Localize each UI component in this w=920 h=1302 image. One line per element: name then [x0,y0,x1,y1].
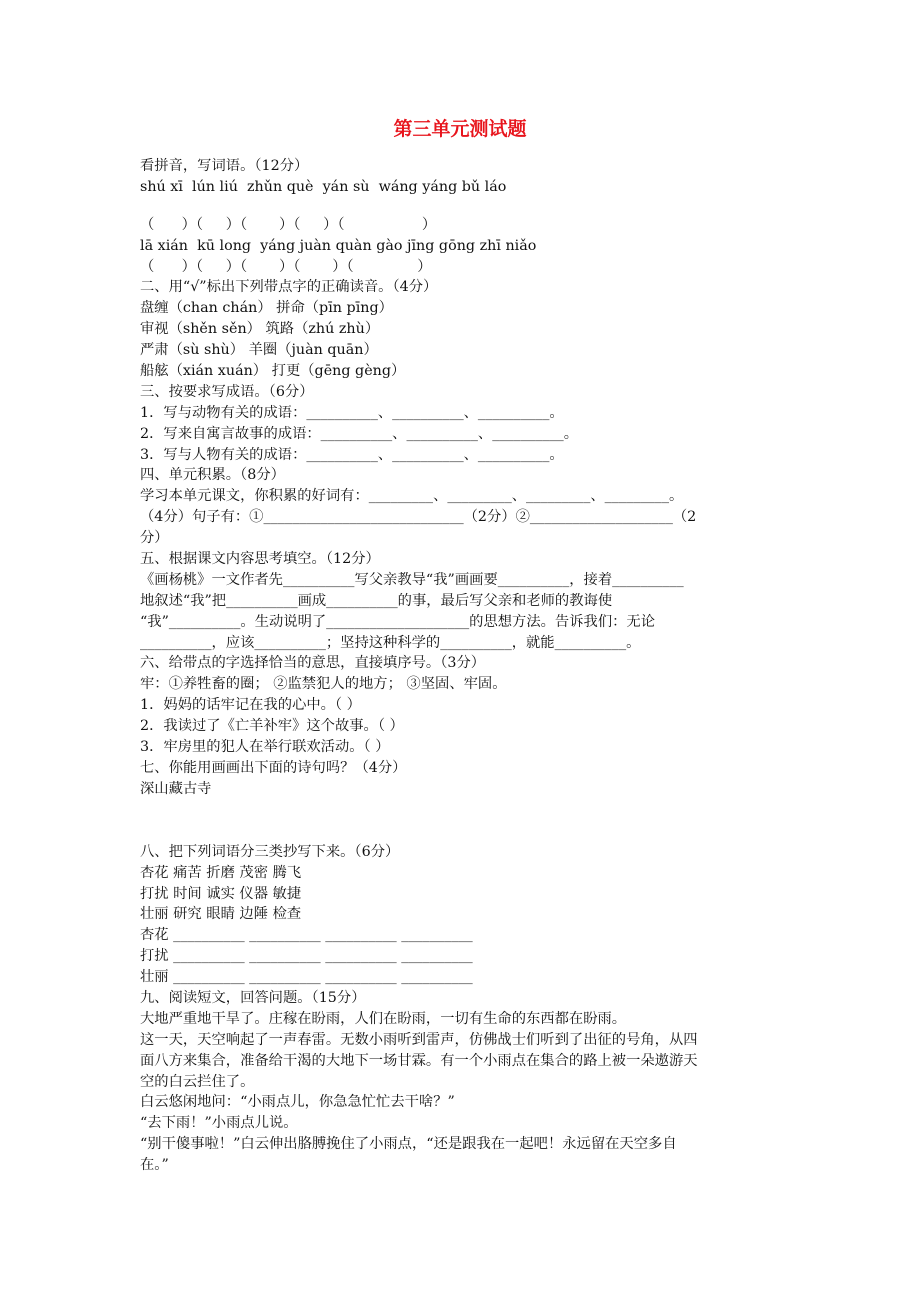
word-list-row: 杏花 痛苦 折磨 茂密 腾飞 [140,864,302,881]
passage-line: 空的白云拦住了。 [140,1073,255,1090]
reading-item: 盘缠（chan chán） 拼命（pīn pīng） [140,300,393,317]
idiom-question: 3．写与人物有关的成语：__________、__________、__________。 [140,446,564,463]
accumulation-text: 学习本单元课文，你积累的好词有：_________、_________、_________、_________。 [140,488,684,505]
reading-item: 审视（shěn sěn） 筑路（zhú zhù） [140,321,380,338]
passage-line: 这一天，天空响起了一声春雷。无数小雨听到雷声，仿佛战士们听到了出征的号角，从四 [140,1031,698,1048]
section-8-heading: 八、把下列词语分三类抄写下来。（6分） [140,843,400,860]
accumulation-text: 分） [140,530,169,547]
idiom-question: 1．写与动物有关的成语：__________、__________、__________。 [140,404,564,421]
test-content [140,156,790,1176]
section-7-heading: 七、你能用画画出下面的诗句吗？（4分） [140,759,407,776]
answer-brackets-row-2: （ ）（ ）（ ）（ ）（ ） [140,258,432,275]
section-2-heading: 二、用“√”标出下列带点字的正确读音。（4分） [140,279,438,296]
passage-line: 面八方来集合，准备给干渴的大地下一场甘霖。有一个小雨点在集合的路上被一朵遨游天 [140,1052,698,1069]
reading-item: 严肃（sù shù） 羊圈（juàn quān） [140,342,378,359]
answer-brackets-row-1: （ ）（ ）（ ）（ ）（ ） [140,216,437,233]
pinyin-row-2: lā xián kū long yáng juàn quàn gào jīng gōng zhī niǎo [140,237,537,254]
passage-line: “去下雨！”小雨点儿说。 [140,1115,298,1132]
pinyin-row-1: shú xī lún liú zhǔn què yán sù wáng yáng bǔ láo [140,178,507,195]
passage-line: 在。” [140,1157,169,1174]
page-title: 第三单元测试题 [393,118,527,140]
section-5-heading: 五、根据课文内容思考填空。（12分） [140,551,380,568]
accumulation-text: （4分）句子有：①____________________________（2分）②____________________（2 [140,509,697,526]
meaning-question: 2．我读过了《亡羊补牢》这个故事。（ ） [140,718,404,735]
meaning-question: 1．妈妈的话牢记在我的心中。（ ） [140,697,361,714]
word-list-row: 打扰 时间 诚实 仪器 敏捷 [140,885,302,902]
section-1-heading: 看拼音，写词语。（12分） [140,158,309,174]
reading-item: 船舷（xián xuán） 打更（gēng gèng） [140,363,406,380]
classification-row: 杏花 __________ __________ __________ __________ [140,927,473,944]
idiom-question: 2．写来自寓言故事的成语：__________、__________、__________。 [140,425,579,442]
meaning-options: 牢：①养牲畜的圈； ②监禁犯人的地方； ③坚固、牢固。 [140,676,507,693]
classification-row: 壮丽 __________ __________ __________ __________ [140,969,473,986]
section-3-heading: 三、按要求写成语。（6分） [140,383,314,400]
section-6-heading: 六、给带点的字选择恰当的意思，直接填序号。（3分） [140,655,486,672]
fill-in-text: “我”__________。生动说明了____________________的思想方法。告诉我们：无论 [140,613,656,630]
classification-row: 打扰 __________ __________ __________ __________ [140,948,473,965]
word-list-row: 壮丽 研究 眼睛 边陲 检查 [140,906,302,923]
passage-line: “别干傻事啦！”白云伸出胳膊挽住了小雨点，“还是跟我在一起吧！永远留在天空多自 [140,1136,677,1153]
poem-line: 深山藏古寺 [140,780,212,797]
section-4-heading: 四、单元积累。（8分） [140,467,285,484]
meaning-question: 3．牢房里的犯人在举行联欢活动。（ ） [140,739,390,756]
fill-in-text: __________，应该__________；坚持这种科学的__________，就能__________。 [140,634,641,651]
fill-in-text: 《画杨桃》一文作者先__________写父亲教导“我”画画要__________，接着__________ [140,571,684,588]
passage-line: 白云悠闲地问：“小雨点儿，你急急忙忙去干啥？” [140,1094,455,1111]
fill-in-text: 地叙述“我”把__________画成__________的事，最后写父亲和老师的教诲使 [140,592,613,609]
passage-line: 大地严重地干旱了。庄稼在盼雨，人们在盼雨，一切有生命的东西都在盼雨。 [140,1010,627,1027]
section-9-heading: 九、阅读短文，回答问题。（15分） [140,989,366,1006]
